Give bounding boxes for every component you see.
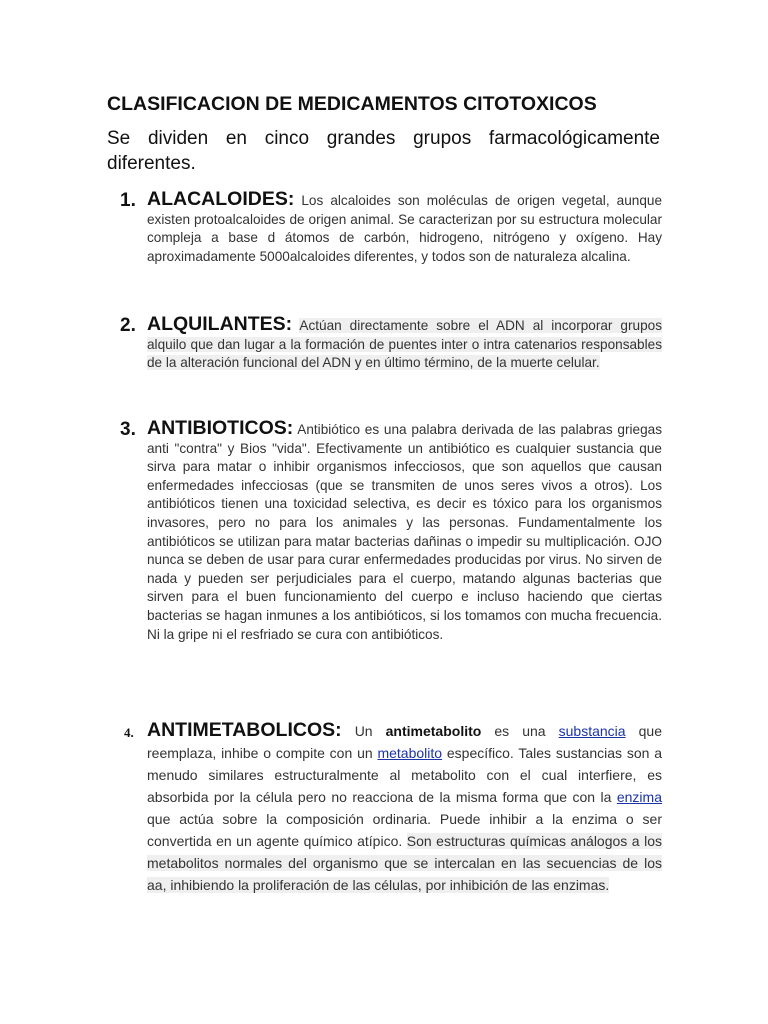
- item-body: [147, 419, 662, 644]
- text-part: que reemplaza, inhibe o compite con un: [147, 723, 662, 761]
- link-metabolito[interactable]: metabolito: [377, 745, 443, 761]
- item-heading: ANTIMETABOLICOS:: [147, 719, 342, 741]
- link-enzima[interactable]: enzima: [616, 789, 662, 805]
- text-part: es una: [481, 723, 559, 739]
- item-body: [147, 315, 662, 373]
- text-part: que actúa sobre la composición ordinaria. Puede inhibir a la enzima o ser convertida en un agente químico atípico.: [147, 811, 662, 849]
- item-heading: ALACALOIDES:: [147, 188, 295, 210]
- text-part: Un: [354, 723, 386, 739]
- bold-term: antimetabolito: [385, 723, 482, 739]
- item-text: Actúan directamente sobre el ADN al incorporar grupos alquilo que dan lugar a la formación de puentes inter o intra catenarios responsables de la alteración funcional del ADN y en último término, de la muerte celular.: [147, 318, 662, 371]
- item-body: [147, 719, 662, 896]
- list-item-alquilantes: [120, 315, 662, 373]
- item-heading: ANTIBIOTICOS:: [147, 417, 294, 439]
- shaded-text: Son estructuras químicas análogos a los metabolitos normales del organismo que se intercalan en las secuencias de los aa, inhibiendo la proliferación de las células, por inhibición de las enzimas.: [147, 833, 662, 893]
- item-heading: ALQUILANTES:: [147, 313, 293, 335]
- item-number: 3.: [120, 419, 136, 440]
- item-number: 4.: [124, 725, 134, 740]
- text-part: específico. Tales sustancias son a menudo similares estructuralmente al metabolito con el cual interfiere, es absorbida por la célula pero no reacciona de la misma forma que con la: [147, 745, 662, 805]
- item-text: Antibiótico es una palabra derivada de las palabras griegas anti "contra" y Bios "vida". Efectivamente un antibiótico es cualquier sustancia que sirva para matar o inhibir organismos infecciosos, que son aquellos que causan enfermedades infecciosas (que se transmiten de unos seres vivos a otros). Los antibióticos tienen una toxicidad selectiva, es decir es tóxico para los organismos invasores, pero no para los animales y las personas. Fundamentalmente los antibióticos se utilizan para matar bacterias dañinas o impedir su multiplicación. OJO nunca se deben de usar para curar enfermedades producidas por virus. No sirven de nada y pueden ser perjudiciales para el cuerpo, matando algunas bacterias que sirven para el buen funcionamiento del cuerpo e incluso haciendo que ciertas bacterias se hagan inmunes a los antibióticos, si los tomamos con mucha frecuencia. Ni la gripe ni el resfriado se cura con antibióticos.: [147, 422, 662, 642]
- item-number: 2.: [120, 315, 136, 336]
- item-number: 1.: [120, 190, 136, 211]
- document-title: CLASIFICACION DE MEDICAMENTOS CITOTOXICOS: [107, 93, 597, 115]
- item-body: [147, 190, 662, 266]
- list-item-antimetabolicos: [120, 719, 662, 896]
- item-text: Los alcaloides son moléculas de origen vegetal, aunque existen protoalcaloides de origen animal. Se caracterizan por su estructura molecular compleja a base d átomos de carbón, hidrogeno, nitrógeno y oxígeno. Hay aproximadamente 5000alcaloides diferentes, y todos son de naturaleza alcalina.: [147, 193, 662, 264]
- link-substancia[interactable]: substancia: [558, 723, 626, 739]
- intro-paragraph: Se dividen en cinco grandes grupos farmacológicamente diferentes.: [107, 128, 660, 174]
- list-item-alcaloides: [120, 190, 662, 266]
- list-item-antibioticos: [120, 419, 662, 644]
